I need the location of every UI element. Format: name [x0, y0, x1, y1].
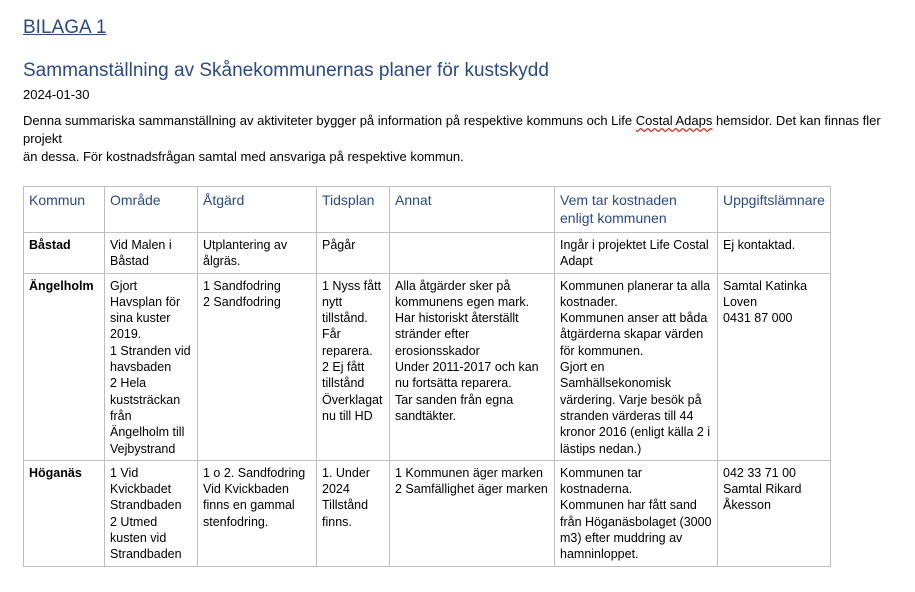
cell-line: 1 Nyss fått [322, 278, 382, 293]
cell-line: från [110, 408, 132, 423]
cell-line: sandtäkter. [395, 408, 457, 423]
cell-line: lästips nedan.) [560, 441, 642, 456]
spellcheck-flagged-word[interactable]: Costal Adaps [635, 113, 713, 128]
intro-text-start: Denna summariska sammanställning av aktiviteter bygger på information på respektive kommuns och Life [23, 113, 636, 128]
cell-line: 042 33 71 00 [723, 465, 796, 480]
cell-line: 2 Ej fått [322, 360, 365, 375]
cell-annat [390, 273, 555, 460]
cell-atgard [198, 460, 317, 566]
cell-line: tillstånd [322, 376, 365, 391]
cell-line: 2 Sandfodring [203, 294, 281, 309]
cell-uppgift [718, 460, 831, 566]
cell-line: 1 Kommunen äger marken [395, 465, 543, 480]
header-annat: Annat [390, 187, 555, 233]
cell-line: kostnader. [560, 294, 618, 309]
cell-line: havsbaden [110, 360, 172, 375]
coastal-protection-table [23, 186, 831, 567]
cell-line: reparera. [322, 343, 373, 358]
cell-line: 2024 [322, 482, 350, 497]
cell-line: sina kuster [110, 311, 171, 326]
cell-line: kommunens egen mark. [395, 294, 530, 309]
table-body [24, 233, 831, 567]
cell-line: Tar sanden från egna [395, 392, 514, 407]
cell-atgard [198, 233, 317, 274]
cell-line: kusten vid [110, 531, 167, 546]
cell-line: Alla åtgärder sker på [395, 278, 511, 293]
cell-kommun: Ängelholm [24, 273, 105, 460]
attachment-label: BILAGA 1 [23, 17, 107, 38]
cell-line: nu till HD [322, 408, 373, 423]
cell-line: Havsplan för [110, 294, 181, 309]
header-omrade: Område [105, 187, 198, 233]
cell-line: 2 Hela [110, 376, 147, 391]
cell-line: nytt [322, 294, 343, 309]
table-row [24, 273, 831, 460]
cell-kommun: Båstad [24, 233, 105, 274]
cell-line: Ingår i projektet Life Costal [560, 238, 709, 252]
cell-kostnad [555, 233, 718, 274]
cell-line: nu fortsätta reparera. [395, 376, 512, 391]
cell-line: stranden värderas till 44 [560, 408, 694, 423]
header-tidsplan: Tidsplan [317, 187, 390, 233]
table-row [24, 233, 831, 274]
cell-line: Gjort [110, 278, 138, 293]
cell-line: Loven [723, 294, 758, 309]
cell-line: Kvickbadet [110, 482, 172, 497]
cell-tidsplan [317, 233, 390, 274]
cell-line: Strandbaden [110, 498, 182, 513]
cell-annat [390, 233, 555, 274]
intro-paragraph [23, 112, 908, 166]
cell-atgard [198, 273, 317, 460]
cell-annat [390, 460, 555, 566]
cell-line: Adapt [560, 254, 593, 269]
cell-kostnad [555, 460, 718, 566]
cell-line: Under 2011-2017 och kan [395, 360, 539, 375]
cell-tidsplan [317, 273, 390, 460]
cell-line: ålgräs. [203, 254, 241, 269]
cell-line: Kommunen planerar ta alla [560, 278, 711, 293]
cell-line: erosionsskador [395, 343, 480, 358]
cell-line: Kommunen har fått sand [560, 498, 697, 513]
table-header-row [24, 187, 831, 233]
cell-line: Kommunen anser att båda [560, 311, 708, 326]
cell-line: hamninloppet. [560, 547, 639, 562]
cell-line: tillstånd. [322, 311, 368, 326]
cell-line: Överklagat [322, 392, 383, 407]
cell-line: Vejbystrand [110, 441, 176, 456]
cell-uppgift [718, 273, 831, 460]
cell-omrade [105, 273, 198, 460]
cell-line: 0431 87 000 [723, 311, 793, 326]
cell-kostnad [555, 273, 718, 460]
cell-line: åtgärderna skapar värden [560, 327, 704, 342]
cell-line: stenfodring. [203, 514, 269, 529]
cell-line: Strandbaden [110, 547, 182, 562]
cell-line: för kommunen. [560, 343, 644, 358]
cell-line: 1 o 2. Sandfodring [203, 465, 306, 480]
cell-line: finns. [322, 514, 352, 529]
cell-line: Kommunen tar [560, 465, 642, 480]
cell-line: Ängelholm till [110, 425, 185, 440]
cell-tidsplan [317, 460, 390, 566]
cell-line: Vid Malen i [110, 238, 172, 252]
header-kommun: Kommun [24, 187, 105, 233]
cell-line: kuststräckan [110, 392, 181, 407]
cell-line: från Höganäsbolaget (3000 [560, 514, 712, 529]
cell-kommun: Höganäs [24, 460, 105, 566]
cell-line: 2 Utmed [110, 514, 158, 529]
cell-line: 1 Stranden vid [110, 343, 191, 358]
header-atgard: Åtgärd [198, 187, 317, 233]
cell-line: Tillstånd [322, 498, 369, 513]
intro-text-end: hemsidor. Det kan finnas fler projekt [23, 113, 881, 146]
cell-omrade [105, 233, 198, 274]
header-uppgiftslamnare: Uppgiftslämnare [718, 187, 831, 233]
cell-line: 2019. [110, 327, 142, 342]
cell-line: kronor 2016 (enligt källa 2 i [560, 425, 711, 440]
table-row [24, 460, 831, 566]
document-title: Sammanställning av Skånekommunernas planer för kustskydd [23, 60, 549, 81]
cell-line: 1 Vid [110, 465, 139, 480]
header-kostnad: Vem tar kostnaden enligt kommunen [555, 187, 718, 233]
cell-line: Utplantering av [203, 238, 288, 252]
cell-line: Gjort en [560, 360, 605, 375]
cell-uppgift [718, 233, 831, 274]
cell-line: Åkesson [723, 498, 771, 513]
cell-line: Vid Kvickbaden [203, 482, 289, 497]
cell-line: m3) efter muddring av [560, 531, 683, 546]
cell-line: Pågår [322, 238, 356, 252]
cell-line: Ej kontaktad. [723, 238, 796, 252]
cell-line: 2 Samfällighet äger marken [395, 482, 548, 497]
cell-line: Samtal Katinka [723, 278, 808, 293]
document-date: 2024-01-30 [23, 87, 90, 102]
cell-line: värdering. Varje besök på [560, 392, 702, 407]
cell-line: Samhällsekonomisk [560, 376, 672, 391]
cell-line: Får [322, 327, 341, 342]
cell-line: Samtal Rikard [723, 482, 802, 497]
cell-line: 1 Sandfodring [203, 278, 281, 293]
cell-omrade [105, 460, 198, 566]
cell-line: kostnaderna. [560, 482, 633, 497]
intro-text-line2: än dessa. För kostnadsfrågan samtal med ansvariga på respektive kommun. [23, 149, 464, 164]
cell-line: finns en gammal [203, 498, 295, 513]
cell-line: Har historiskt återställt [395, 311, 519, 326]
cell-line: stränder efter [395, 327, 470, 342]
cell-line: 1. Under [322, 465, 370, 480]
cell-line: Båstad [110, 254, 149, 269]
